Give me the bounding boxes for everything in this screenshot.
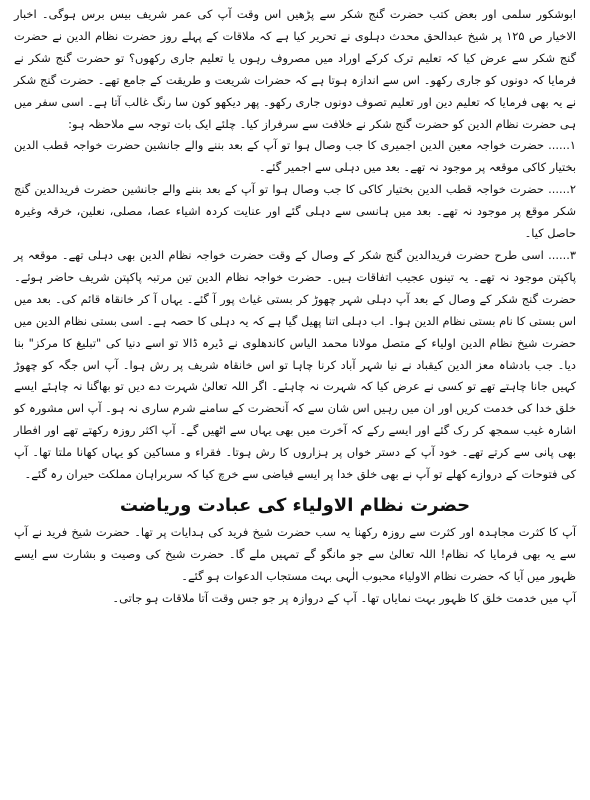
section-heading: حضرت نظام الاولیاء کی عبادت وریاضت: [119, 494, 471, 516]
paragraph-point-2: ۲...... حضرت خواجہ قطب الدین بختیار کاکی کا جب وصال ہوا تو آپ کے بعد بننے والے جانشین حضرت فریدالدین گنج شکر موقع پر موجود نہ تھے۔ بعد میں ہانسی سے دہلی گئے اور عنایت کردہ اشیاء عصا، مصلی، نعلین، خرقہ وغیرہ حاصل کیا۔: [14, 182, 576, 241]
paragraph-intro: ابوشکور سلمی اور بعض کتب حضرت گنج شکر سے پڑھیں اس وقت آپ کی عمر شریف بیس برس ہوگی۔ اخبار الاخیار ص ۱۲۵ پر شیخ عبدالحق محدث دہلوی نے تحریر کیا ہے کہ ملاقات کے پہلے روز حضرت نظام الدین نے حضرت گنج شکر سے عرض کیا کہ تعلیم ترک کرکے اوراد میں مصروف رہوں یا تعلیم جاری رکھوں؟ تو حضرت گنج شکر نے فرمایا کہ دونوں کو جاری رکھو۔ اس سے اندازہ ہوتا ہے کہ حضرات شریعت و طریقت کے جامع تھے۔ حضرت گنج شکر نے یہ بھی فرمایا کہ تعلیم دین اور تعلیم تصوف دونوں جاری رکھو۔ پھر دیکھو کون سا رنگ غالب آتا ہے۔ اسی سفر میں ہی حضرت نظام الدین کو حضرت گنج شکر نے خلافت سے سرفراز کیا۔ چلئے ایک بات توجہ سے ملاحظہ ہو:: [14, 7, 576, 131]
paragraph-point-1: ۱...... حضرت خواجہ معین الدین اجمیری کا جب وصال ہوا تو آپ کے بعد بننے والے جانشین حضرت خواجہ قطب الدین بختیار کاکی موقعہ پر موجود نہ تھے۔ بعد میں دہلی سے اجمیر گئے۔: [14, 138, 576, 175]
paragraph-point-3: ۳...... اسی طرح حضرت فریدالدین گنج شکر کے وصال کے وقت حضرت خواجہ نظام الدین بھی دہلی تھے۔ موقعہ پر پاکپتن موجود نہ تھے۔ یہ تینوں عجیب اتفاقات ہیں۔ حضرت خواجہ نظام الدین تین مرتبہ پاکپتن شریف حاضر ہوئے۔ حضرت گنج شکر کے وصال کے بعد آپ دہلی شہر چھوڑ کر بستی غیاث پور آ گئے۔ یہاں آ کر خانقاہ قائم کی۔ بعد میں اس بستی کا نام بستی نظام الدین ہوا۔ اب دہلی اتنا پھیل گیا ہے کہ یہ دہلی کا حصہ ہے۔ اسی بستی نظام الدین میں حضرت شیخ نظام الدین اولیاء کے متصل مولانا محمد الیاس کاندھلوی نے ڈیرہ ڈالا تو اسے دنیا کی "تبلیغ کا مرکز" بنا دیا۔ جب بادشاہ معز الدین کیقباد نے نیا شہر آباد کرنا چاہا تو اس خانقاہ شریف پر رش ہوا۔ آپ اس جگہ کو چھوڑ کہیں جانا چاہتے تھے تو کسی نے عرض کیا کہ شہرت نہ چاہئے۔ اگر اللہ تعالیٰ شہرت دے دیں تو بھاگنا نہ چاہئے ایسے خلق خدا کی خدمت کریں اور ان میں رہیں اس شان سے کہ آنحضرت کے سامنے شرم ساری نہ ہو۔ آپ اس مشورہ کو اشارہ غیب سمجھ کر رک گئے اور ایسے رکے کہ آخرت میں بھی یہاں سے اٹھیں گے۔ آپ اکثر روزہ رکھتے تھے اور افطار بھی پانی سے کرتے تھے۔ خود آپ کے دستر خواں پر ہزاروں کا رش ہوتا۔ فقراء و مساکین کو یہاں کھانا ملتا تھا۔ آپ کی فتوحات کے دروازے کھلے تو آپ نے بھی خلق خدا پر ایسے فیاضی سے خرچ کیا کہ سربراہان مملکت حیران رہ گئے۔: [14, 247, 576, 482]
paragraph-after-heading-1: آپ کا کثرت مجاہدہ اور کثرت سے روزہ رکھنا یہ سب حضرت شیخ فرید کی ہدایات پر تھا۔ حضرت شیخ فرید نے آپ سے یہ بھی فرمایا کہ نظام! اللہ تعالیٰ سے جو مانگو گے تمہیں ملے گا۔ حضرت شیخ کی وصیت و بشارت سے ایسے ظہور میں آیا کہ حضرت نظام الاولیاء محبوب الٰہی بہت مستجاب الدعوات ہو گئے۔: [14, 524, 576, 583]
paragraph-after-heading-2: آپ میں خدمت خلق کا ظہور بہت نمایاں تھا۔ آپ کے دروازہ پر جو جس وقت آتا ملاقات ہو جاتی۔: [112, 590, 576, 605]
